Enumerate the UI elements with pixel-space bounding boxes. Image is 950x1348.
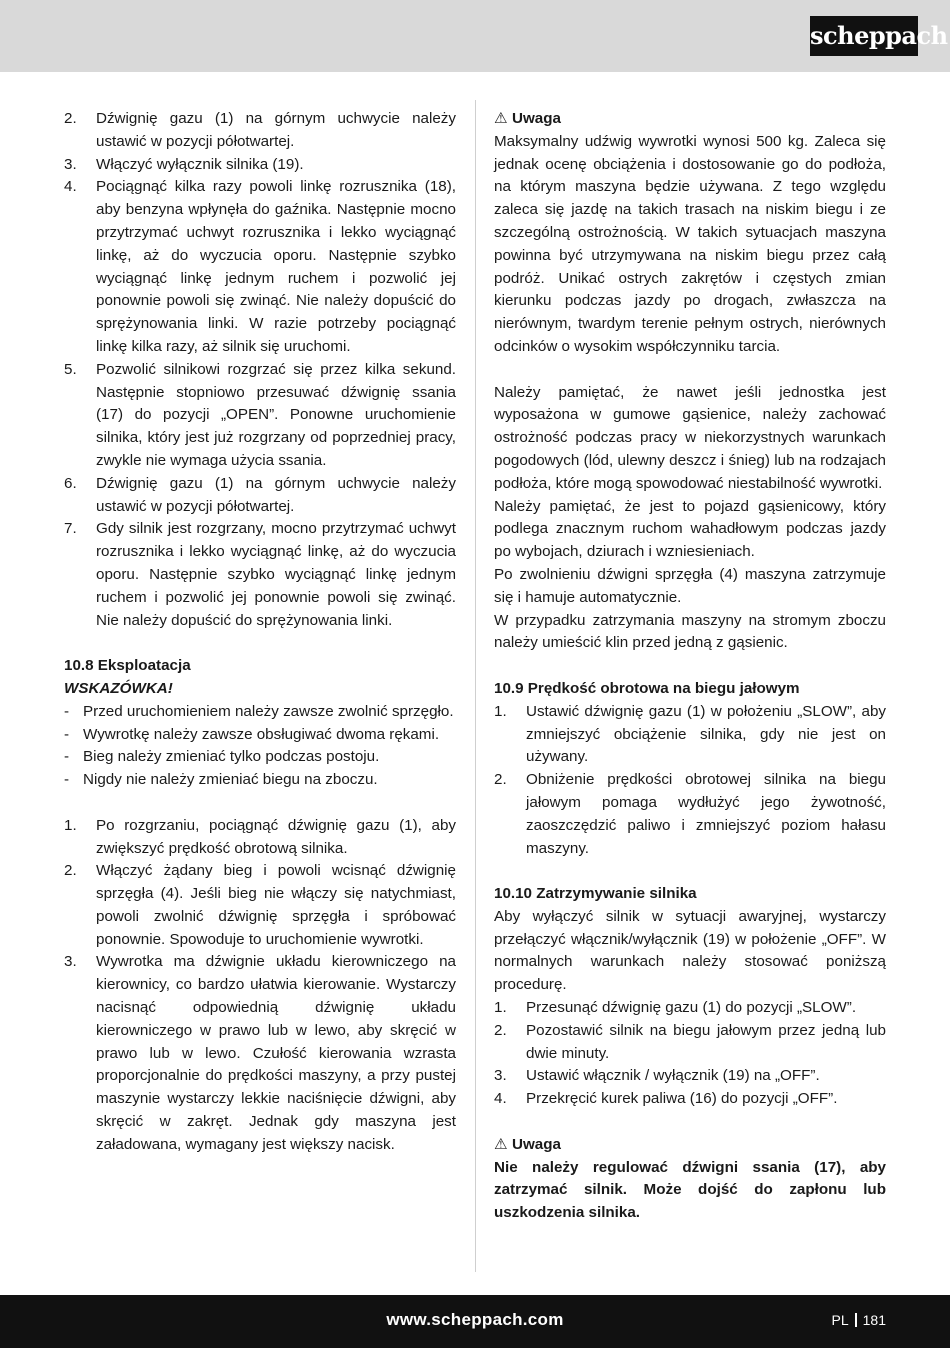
list-item: 7. Gdy silnik jest rozgrzany, mocno przytrzymać uchwyt rozrusznika i lekko wyciągnąć linkę, aż do wyczucia oporu. Następnie szybko wyciągnąć linkę jednym ruchem i pozwolić jej ponownie powoli się zwinąć. Nie należy dopuścić do sprężynowania linki. (64, 520, 456, 629)
list-item: 3. Włączyć wyłącznik silnika (19). (64, 155, 304, 173)
page-number: 181 (862, 1312, 886, 1328)
list-item: 3. Ustawić włącznik / wyłącznik (19) na „OFF”. (494, 1067, 820, 1085)
footer-bar (0, 1295, 950, 1348)
list-item: 5. Pozwolić silnikowi rozgrzać się przez kilka sekund. Następnie stopniowo przesuwać dźwignię ssania (17) do pozycji „OPEN”. Ponowne uruchomienie silnika, który jest już rozgrzany od poprzedniej pracy, zwykle nie wymaga użycia ssania. (64, 360, 456, 469)
warning-text: Nie należy regulować dźwigni ssania (17), aby zatrzymać silnik. Może dojść do zapłonu lub uszkodzenia silnika. (494, 1158, 886, 1222)
left-column (64, 108, 456, 1157)
paragraph: Należy pamiętać, że jest to pojazd gąsienicowy, który podlega znacznym ruchom wahadłowym podczas jazdy po wybojach, dziurach i wzniesieniach. (494, 497, 886, 561)
paragraph: Należy pamiętać, że nawet jeśli jednostka jest wyposażona w gumowe gąsienice, należy zachować ostrożność podczas pracy w niekorzystnych warunkach pogodowych (lód, ulewny deszcz i śnieg) lub na rodzajach podłoża, które mogą spowodować niestabilność wywrotki. (494, 383, 886, 492)
list-item: 2. Włączyć żądany bieg i powoli wcisnąć dźwignię sprzęgła (4). Jeśli bieg nie włączy się natychmiast, powoli zwolnić dźwignię sprzęgła i spróbować ponownie. Spowoduje to uruchomienie wywrotki. (64, 862, 456, 948)
list-item: 3. Wywrotka ma dźwignie układu kierowniczego na kierownicy, co bardzo ułatwia kierowanie. Wystarczy nacisnąć odpowiednią dźwignię układu kierowniczego w prawo lub w lewo, aby skręcić w prawo lub w lewo. Czułość kierowania wzrasta proporcjonalnie do prędkości maszyny, a przy pustej maszynie wystarczy lekkie naciśnięcie dźwigni, aby skręcić w zakręt. Jednak gdy maszyna jest załadowana, wymagany jest większy nacisk. (64, 953, 456, 1153)
warning-heading: ⚠ Uwaga (494, 108, 886, 131)
list-item: 1. Przesunąć dźwignię gazu (1) do pozycji „SLOW”. (494, 999, 857, 1017)
separator (855, 1313, 857, 1327)
list-item: 2. Dźwignię gazu (1) na górnym uchwycie należy ustawić w pozycji półotwartej. (64, 110, 456, 150)
warning-triangle-icon: ⚠ (494, 110, 508, 127)
section-heading: 10.8 Eksploatacja (64, 657, 191, 675)
warning-triangle-icon: ⚠ (494, 1135, 508, 1153)
list-item: - Wywrotkę należy zawsze obsługiwać dwoma rękami. (64, 725, 440, 743)
list-item: 1. Ustawić dźwignię gazu (1) w położeniu „SLOW”, aby zmniejszyć obciążenie silnika, gdy nie jest on używany. (494, 702, 886, 766)
list-item: 4. Pociągnąć kilka razy powoli linkę rozrusznika (18), aby benzyna wpłynęła do gaźnika. Następnie mocno przytrzymać uchwyt rozrusznika i lekko wyciągnąć linkę, aż do wyczucia oporu. Następnie szybko wyciągnąć linkę jednym ruchem i pozwolić jej ponownie powoli się zwinąć. Nie należy dopuścić do sprężynowania linki. W razie potrzeby pociągnąć linkę kilka razy, aż silnik się uruchomi. (64, 178, 456, 355)
list-item: 2. Pozostawić silnik na biegu jałowym przez jedną lub dwie minuty. (494, 1021, 886, 1062)
section-heading: 10.9 Prędkość obrotowa na biegu jałowym (494, 679, 800, 697)
brand-logo: scheppach (810, 16, 918, 56)
hint-label: WSKAZÓWKA! (64, 679, 173, 697)
paragraph: Aby wyłączyć silnik w sytuacji awaryjnej, wystarczy przełączyć włącznik/wyłącznik (19) w położenie „OFF”. W normalnych warunkach należy stosować poniższą procedurę. (494, 907, 886, 994)
list-item: - Przed uruchomieniem należy zawsze zwolnić sprzęgło. (64, 702, 454, 720)
paragraph: W przypadku zatrzymania maszyny na stromym zboczu należy umieścić klin przed jedną z gąsienic. (494, 611, 886, 652)
website-link[interactable]: www.scheppach.com (386, 1310, 564, 1329)
list-item: 4. Przekręcić kurek paliwa (16) do pozycji „OFF”. (494, 1090, 838, 1108)
list-item: 2. Obniżenie prędkości obrotowej silnika na biegu jałowym pomaga wydłużyć jego żywotność, zaoszczędzić paliwo i zmniejszyć poziom hałasu maszyny. (494, 771, 886, 857)
paragraph: Po zwolnieniu dźwigni sprzęgła (4) maszyna zatrzymuje się i hamuje automatycznie. (494, 565, 886, 606)
section-heading: 10.10 Zatrzymywanie silnika (494, 885, 697, 903)
warning-heading: ⚠ Uwaga (494, 1134, 886, 1157)
language-code: PL (831, 1312, 849, 1328)
page-indicator (832, 1310, 886, 1330)
list-item: 6. Dźwignię gazu (1) na górnym uchwycie należy ustawić w pozycji półotwartej. (64, 474, 456, 515)
header-band (0, 0, 950, 72)
column-divider (475, 100, 476, 1272)
right-column (494, 108, 886, 1225)
warning-text: Maksymalny udźwig wywrotki wynosi 500 kg. Zaleca się jednak ocenę obciążenia i dostosowanie go do podłoża, na którym maszyna będzie używana. Z tego względu zaleca się jazdę na takich trasach na niskim biegu i ze szczególną ostrożnością. W takich sytuacjach maszyna powinna być utrzymywana na niskim biegu przez całą podróż. Unikać ostrych zakrętów i częstych zmian kierunku podczas jazdy po drogach, zwłaszcza na nierównym, twardym terenie pełnym ostrych, nierównych odcinków o wysokim współczynniku tarcia. (494, 132, 886, 355)
list-item: - Bieg należy zmieniać tylko podczas postoju. (64, 748, 380, 766)
list-item: - Nigdy nie należy zmieniać biegu na zboczu. (64, 771, 378, 789)
list-item: 1. Po rozgrzaniu, pociągnąć dźwignię gazu (1), aby zwiększyć prędkość obrotową silnika. (64, 816, 456, 857)
